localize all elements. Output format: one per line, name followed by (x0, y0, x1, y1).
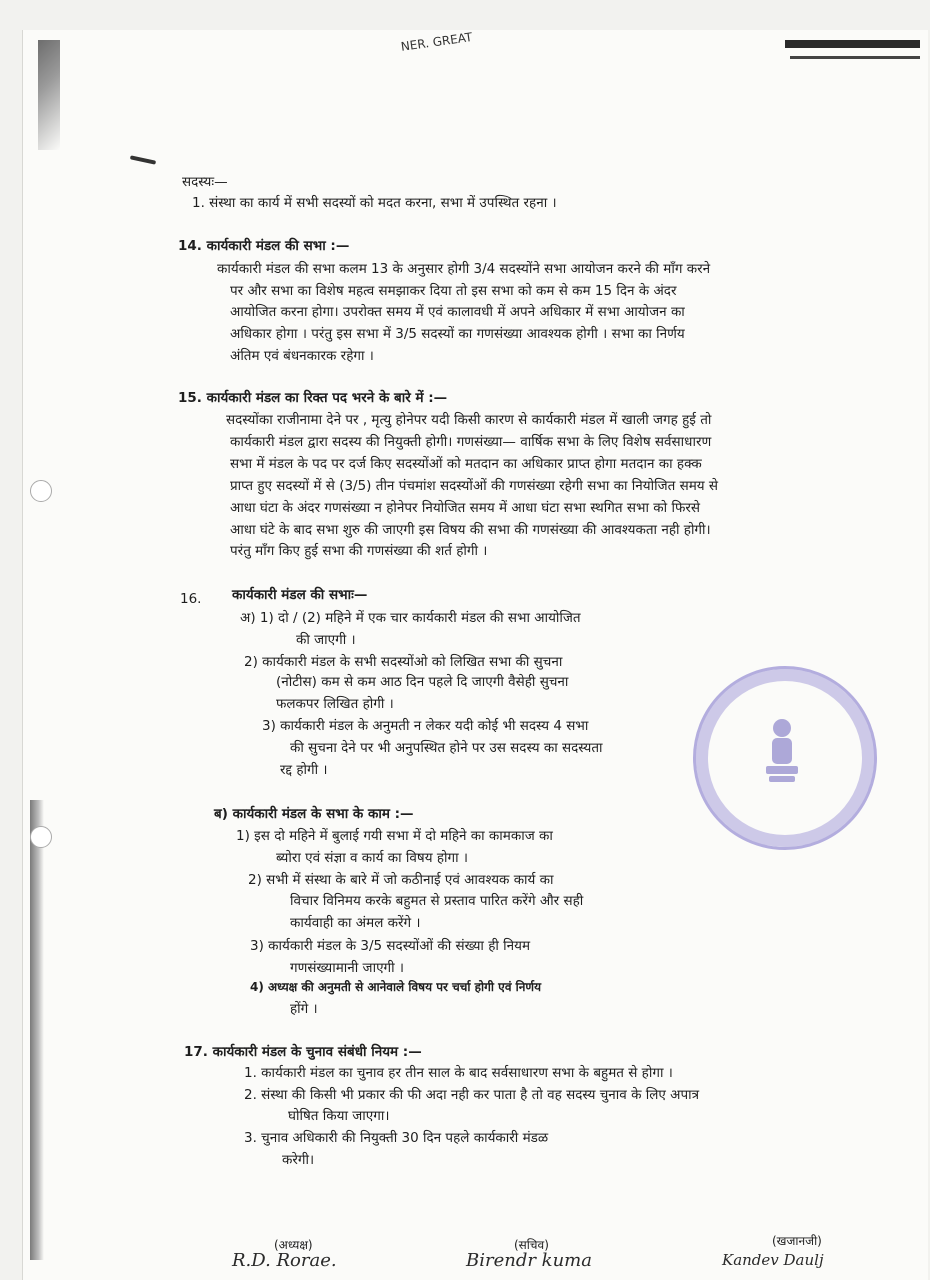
section-15-line: सदस्योंका राजीनामा देने पर , मृत्यु होनेपर यदी किसी कारण से कार्यकारी मंडल में खाली जगह हुई तो (226, 412, 712, 428)
section-16b-line: विचार विनिमय करके बहुमत से प्रस्ताव पारित करेंगे और सही (290, 893, 584, 909)
section-15-line: आधा घंटे के बाद सभा शुरु की जाएगी इस विषय की सभा की गणसंख्या की आवश्यकता नही होगी। (230, 522, 711, 538)
section-16a-line: फलकपर लिखित होगी । (276, 696, 394, 712)
treasurer-signature: Kandev Daulj (722, 1251, 824, 1269)
punch-hole (30, 826, 52, 848)
section-14-line: आयोजित करना होगा। उपरोक्त समय में एवं कालावधी में अपने अधिकार में सभा आयोजन का (230, 304, 685, 320)
section-16b-line: होंगे । (290, 1001, 318, 1017)
section-16a-line: 3) कार्यकारी मंडल के अनुमती न लेकर यदी कोई भी सदस्य 4 सभा (262, 718, 589, 734)
secretary-label: (सचिव) (514, 1238, 549, 1252)
section-15-line: कार्यकारी मंडल द्वारा सदस्य की नियुक्ती होगी। गणसंख्या— वार्षिक सभा के लिए विशेष सर्वसाधारण (230, 434, 712, 450)
scan-edge-shadow (30, 800, 44, 1260)
section-16b-title: ब) कार्यकारी मंडल के सभा के काम :— (214, 806, 414, 822)
section-16-title: कार्यकारी मंडल की सभाः— (232, 587, 368, 603)
president-signature: R.D. Rorae. (232, 1250, 337, 1271)
emblem-icon (758, 716, 806, 786)
section-16a-line: अ) 1) दो / (2) महिने में एक चार कार्यकारी मंडल की सभा आयोजित (240, 610, 581, 626)
section-17-item: 2. संस्था की किसी भी प्रकार की फी अदा नही कर पाता है तो वह सदस्य चुनाव के लिए अपात्र (244, 1087, 700, 1103)
section-14-line: अधिकार होगा । परंतु इस सभा में 3/5 सदस्यों का गणसंख्या आवश्यक होगी । सभा का निर्णय (230, 326, 685, 342)
section-16b-line: कार्यवाही का अंमल करेंगे । (290, 915, 421, 931)
section-17-item: 1. कार्यकारी मंडल का चुनाव हर तीन साल के बाद सर्वसाधारण सभा के बहुमत से होगा । (244, 1065, 673, 1081)
scan-shadow (38, 40, 60, 150)
section-14-line: अंतिम एवं बंधनकारक रहेगा । (230, 348, 374, 364)
section-16a-line: 2) कार्यकारी मंडल के सभी सदस्योंओ को लिखित सभा की सुचना (244, 654, 563, 670)
section-17-item: घोषित किया जाएगा। (288, 1108, 390, 1124)
section-15-line: प्राप्त हुए सदस्यों में से (3/5) तीन पंचमांश सदस्योंओं की गणसंख्या रहेगी सभा का नियोजित समय से (230, 478, 719, 494)
intro-heading: सदस्यः— (182, 174, 228, 190)
section-16a-line: रद्द होगी । (280, 762, 328, 778)
header-fragment: NER. GREAT (400, 29, 474, 54)
president-label: (अध्यक्ष) (274, 1238, 313, 1252)
intro-item: 1. संस्था का कार्य में सभी सदस्यों को मदत करना, सभा में उपस्थित रहना । (192, 195, 557, 211)
section-14-title: 14. कार्यकारी मंडल की सभा :— (178, 238, 350, 254)
section-16b-line: 3) कार्यकारी मंडल के 3/5 सदस्योंओं की संख्या ही नियम (250, 938, 531, 954)
section-14-line: पर और सभा का विशेष महत्व समझाकर दिया तो इस सभा को कम से कम 15 दिन के अंदर (230, 283, 677, 299)
section-15-line: परंतु माँग किए हुई सभा की गणसंख्या की शर्त होगी । (230, 543, 488, 559)
section-14-line: कार्यकारी मंडल की सभा कलम 13 के अनुसार होगी 3/4 सदस्योंने सभा आयोजन करने की माँग करने (217, 261, 711, 277)
section-16a-line: (नोटीस) कम से कम आठ दिन पहले दि जाएगी वैसेही सुचना (276, 674, 569, 690)
section-16b-line: 4) अध्यक्ष की अनुमती से आनेवाले विषय पर चर्चा होगी एवं निर्णय (250, 980, 542, 994)
section-17-item: 3. चुनाव अधिकारी की नियुक्ती 30 दिन पहले कार्यकारी मंडळ (244, 1130, 549, 1146)
section-15-line: आधा घंटा के अंदर गणसंख्या न होनेपर नियोजित समय में आधा घंटा सभा स्थगित सभा को फिरसे (230, 500, 701, 516)
section-16b-line: 2) सभी में संस्था के बारे में जो कठीनाई एवं आवश्यक कार्य का (248, 872, 554, 888)
section-16a-line: की जाएगी । (296, 632, 356, 648)
section-15-title: 15. कार्यकारी मंडल का रिक्त पद भरने के बारे में :— (178, 390, 448, 406)
section-16-number: 16. (180, 591, 202, 607)
section-17-title: 17. कार्यकारी मंडल के चुनाव संबंधी नियम :— (184, 1044, 422, 1060)
section-15-line: सभा में मंडल के पद पर दर्ज किए सदस्योंओं को मतदान का अधिकार प्राप्त होगा मतदान का हक्क (230, 456, 702, 472)
section-16b-line: गणसंख्यामानी जाएगी । (290, 960, 405, 976)
secretary-signature: Birendr kuma (466, 1250, 592, 1271)
punch-hole (30, 480, 52, 502)
scan-top-line (790, 56, 920, 59)
scan-top-bar (785, 40, 920, 48)
section-16a-line: की सुचना देने पर भी अनुपस्थित होने पर उस सदस्य का सदस्यता (290, 740, 603, 756)
section-17-item: करेगी। (282, 1152, 315, 1168)
section-16b-line: ब्योरा एवं संज्ञा व कार्य का विषय होगा । (276, 850, 469, 866)
section-16b-line: 1) इस दो महिने में बुलाई गयी सभा में दो महिने का कामकाज का (236, 828, 553, 844)
treasurer-label: (खजानजी) (772, 1234, 822, 1248)
